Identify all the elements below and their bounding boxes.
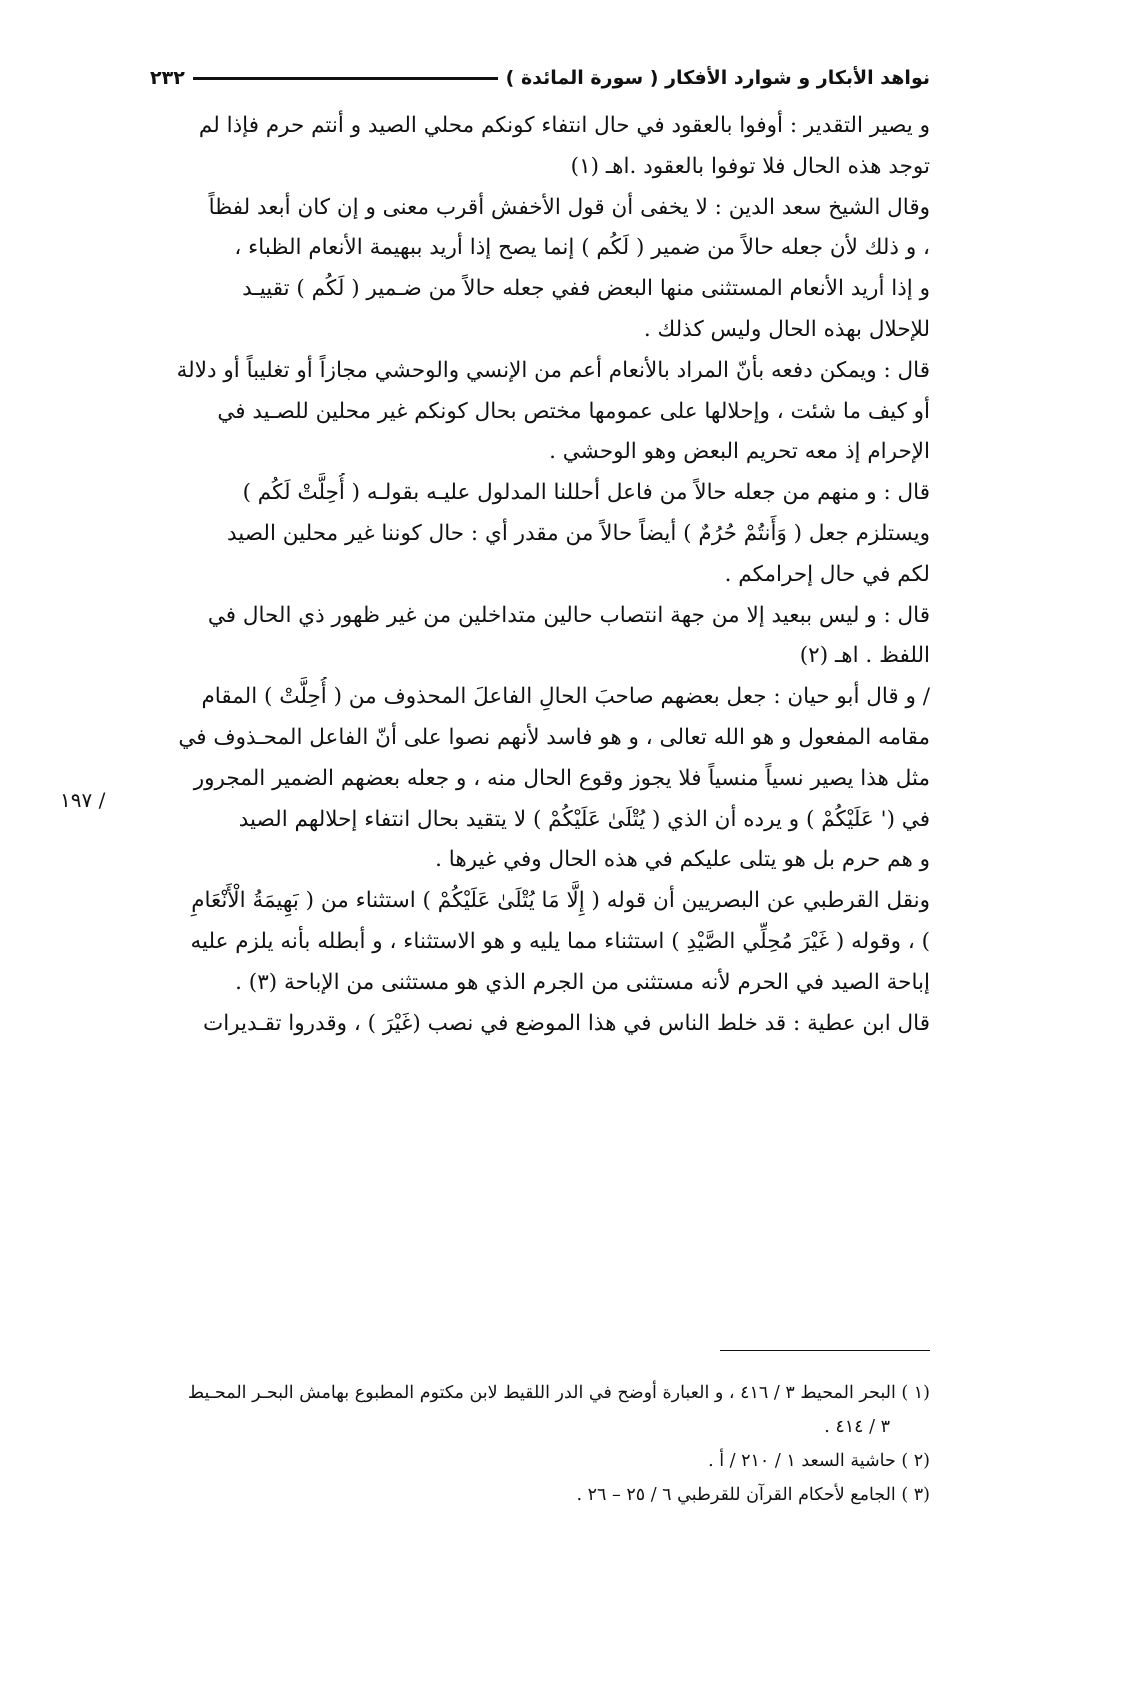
body-line: توجد هذه الحال فلا توفوا بالعقود .اهـ (١) — [570, 153, 930, 179]
body-line: وقال الشيخ سعد الدين : لا يخفى أن قول الأخفش أقرب معنى و إن كان أبعد لفظاً — [208, 194, 930, 220]
footnote-separator — [720, 1350, 930, 1351]
body-line: في (' عَلَيْكُمْ ) و يرده أن الذي ( يُتْلَىٰ عَلَيْكُمْ ) لا يتقيد بحال انتفاء إحلالهم الصيد — [238, 806, 930, 832]
body-line: و إذا أريد الأنعام المستثنى منها البعض ففي جعله حالاً من ضـمير ( لَكُم ) تقييـد — [242, 276, 930, 302]
body-line: الإحرام إذ معه تحريم البعض وهو الوحشي . — [549, 439, 930, 465]
body-line: أو كيف ما شئت ، وإحلالها على عمومها مختص بحال كونكم غير محلين للصـيد في — [217, 398, 930, 424]
body-line: لكم في حال إحرامكم . — [724, 561, 930, 587]
body-line: مقامه المفعول و هو الله تعالى ، و هو فاسد لأنهم نصوا على أنّ الفاعل المحـذوف في — [178, 724, 930, 750]
body-line: و يصير التقدير : أوفوا بالعقود في حال انتفاء كونكم محلي الصيد و أنتم حرم فإذا لم — [198, 113, 930, 138]
body-line: قال : و منهم من جعله حالاً من فاعل أحللنا المدلول عليـه بقولـه ( أُحِلَّتْ لَكُم ) — [242, 480, 930, 506]
header-title: نواهد الأبكار و شوارد الأفكار ( سورة المائدة ) — [505, 67, 930, 89]
body-line: / و قال أبو حيان : جعل بعضهم صاحبَ الحالِ الفاعلَ المحذوف من ( أُحِلَّتْ ) المقام — [201, 684, 930, 710]
body-line: قال : ويمكن دفعه بأنّ المراد بالأنعام أعم من الإنسي والوحشي مجازاً أو تغليباً أو دلالة — [176, 357, 930, 383]
body-line: مثل هذا يصير نسياً منسياً فلا يجوز وقوع الحال منه ، و جعله بعضهم الضمير المجرور — [193, 765, 930, 791]
body-line: قال ابن عطية : قد خلط الناس في هذا الموضع في نصب (غَيْرَ ) ، وقدروا تقـديرات — [202, 1010, 930, 1036]
footnote-1-continuation: ٣ / ٤١٤ . — [824, 1417, 890, 1437]
body-line: اللفظ . اهـ (٢) — [799, 643, 930, 669]
footnote-2: (٢ ) حاشية السعد ١ / ٢١٠ / أ . — [708, 1451, 930, 1471]
body-line: ، و ذلك لأن جعله حالاً من ضمير ( لَكُم ) إنما يصح إذا أريد ببهيمة الأنعام الظباء ، — [234, 235, 930, 261]
body-text — [150, 106, 930, 1044]
body-line: ويستلزم جعل ( وَأَنتُمْ حُرُمٌ ) أيضاً حالاً من مقدر أي : حال كوننا غير محلين الصيد — [227, 520, 930, 546]
footnote-1: (١ ) البحر المحيط ٣ / ٤١٦ ، و العبارة أوضح في الدر اللقيط لابن مكتوم المطبوع بهامش البحـر المحـيط — [187, 1383, 930, 1403]
body-line: ) ، وقوله ( غَيْرَ مُحِلِّي الصَّيْدِ ) استثناء مما يليه و هو الاستثناء ، و أبطله بأنه يلزم عليه — [190, 928, 930, 954]
footnote-3: (٣ ) الجامع لأحكام القرآن للقرطبي ٦ / ٢٥ – ٢٦ . — [576, 1485, 930, 1505]
margin-folio-number: / ١٩٧ — [60, 788, 106, 812]
body-line: إباحة الصيد في الحرم لأنه مستثنى من الجرم الذي هو مستثنى من الإباحة (٣) . — [235, 969, 930, 995]
page-number: ٢٣٢ — [150, 67, 185, 89]
body-line: و هم حرم بل هو يتلى عليكم في هذه الحال وفي غيرها . — [435, 847, 930, 873]
header-rule — [193, 77, 498, 80]
body-line: قال : و ليس ببعيد إلا من جهة انتصاب حالين متداخلين من غير ظهور ذي الحال في — [207, 602, 930, 628]
running-header — [150, 60, 930, 96]
body-line: للإحلال بهذه الحال وليس كذلك . — [643, 316, 930, 342]
footnotes — [150, 1376, 930, 1512]
body-line: ونقل القرطبي عن البصريين أن قوله ( إِلَّا مَا يُتْلَىٰ عَلَيْكُمْ ) استثناء من ( بَهِيمَةُ الْأَنْعَامِ — [191, 888, 930, 914]
